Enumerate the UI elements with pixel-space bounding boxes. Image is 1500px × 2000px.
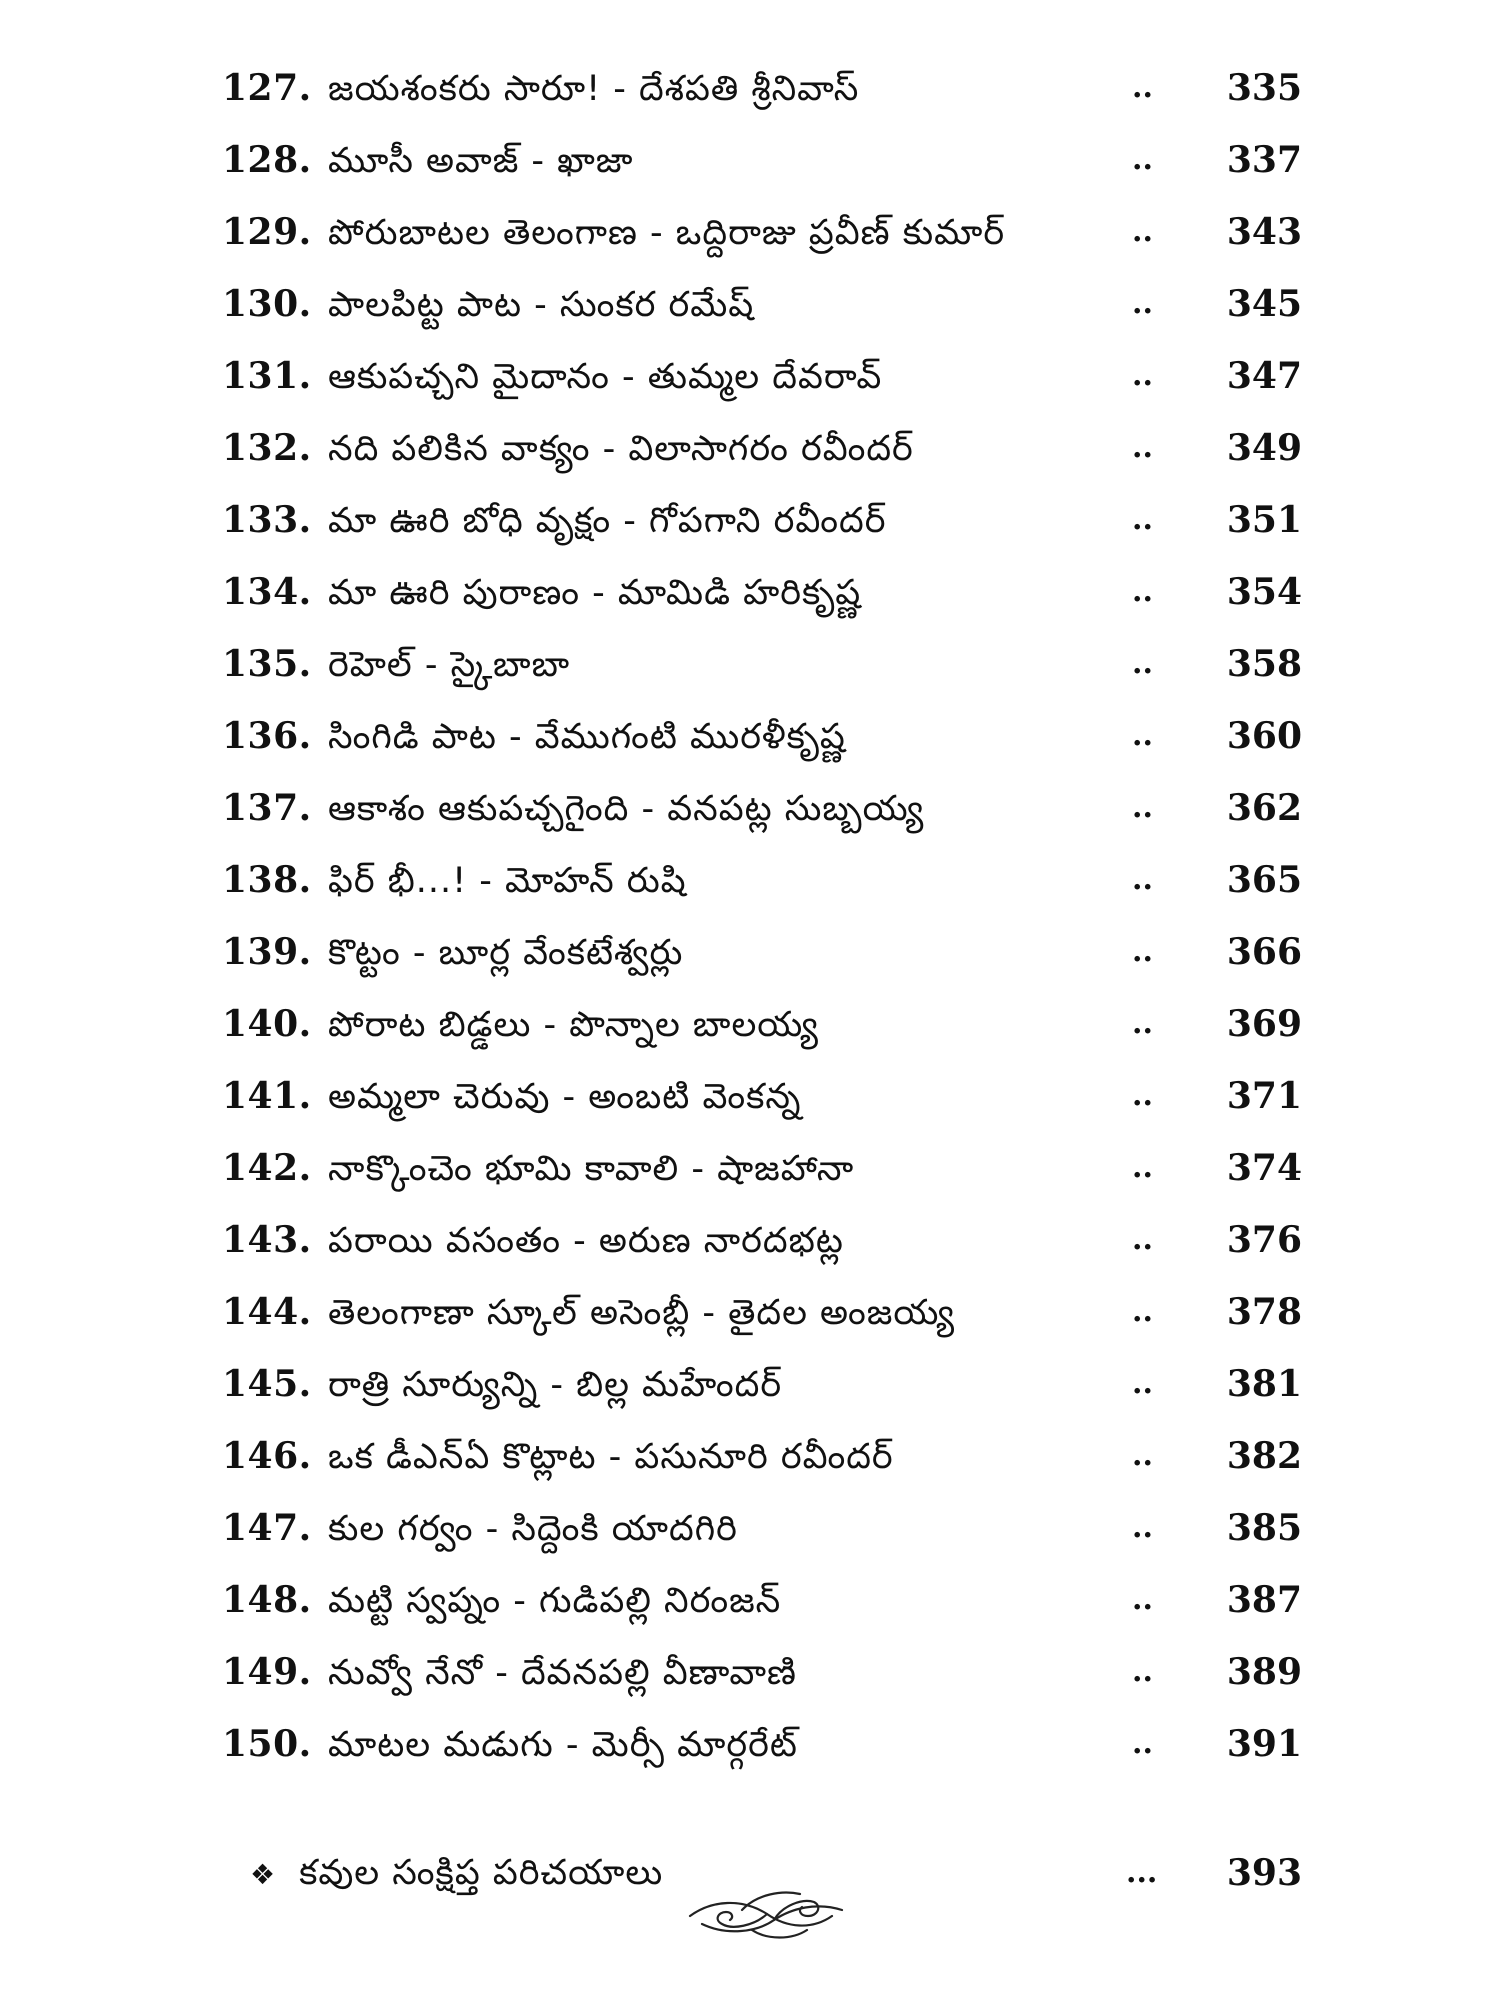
toc-entry[interactable] [222, 628, 1302, 700]
toc-entry-title: నది పలికిన వాక్యం - విలాసాగరం రవీందర్ [328, 429, 914, 469]
toc-entry-page: 347 [1226, 355, 1302, 397]
toc-entry[interactable] [222, 1564, 1302, 1636]
toc-list [222, 52, 1302, 1780]
toc-entry-title: మూసీ అవాజ్ - ఖాజా [328, 141, 634, 181]
toc-entry[interactable] [222, 700, 1302, 772]
toc-entry-title: సింగిడి పాట - వేముగంటి మురళీకృష్ణ [328, 717, 846, 757]
toc-entry-page: 391 [1226, 1723, 1302, 1765]
toc-entry-title: రెహెల్ - స్కైబాబా [328, 645, 571, 685]
toc-entry-number: 135. [222, 643, 312, 685]
toc-entry-leader: .. [1132, 214, 1153, 249]
toc-entry-title: మా ఊరి పురాణం - మామిడి హరికృష్ణ [328, 573, 862, 613]
toc-entry[interactable] [222, 1060, 1302, 1132]
toc-entry-title: పోరాట బిడ్డలు - పొన్నాల బాలయ్య [328, 1005, 819, 1045]
toc-entry-number: 138. [222, 859, 312, 901]
toc-entry-page: 393 [1226, 1852, 1302, 1894]
toc-entry-title: ఫిర్ భీ...! - మోహన్ రుషి [328, 861, 687, 901]
toc-entry-number: 139. [222, 931, 312, 973]
toc-entry-number: 146. [222, 1435, 312, 1477]
toc-entry[interactable] [222, 124, 1302, 196]
toc-entry-leader: .. [1132, 70, 1153, 105]
toc-entry-number: 129. [222, 211, 312, 253]
toc-entry-number: 128. [222, 139, 312, 181]
toc-entry-page: 385 [1226, 1507, 1302, 1549]
toc-entry-leader: ... [1126, 1855, 1158, 1890]
toc-entry-number: 148. [222, 1579, 312, 1621]
toc-entry-page: 349 [1226, 427, 1302, 469]
toc-entry-page: 366 [1226, 931, 1302, 973]
toc-entry-page: 365 [1226, 859, 1302, 901]
toc-entry[interactable] [222, 1132, 1302, 1204]
toc-entry[interactable] [222, 844, 1302, 916]
toc-entry-title: కొట్టం - బూర్ల వేంకటేశ్వర్లు [328, 933, 684, 973]
toc-entry-leader: .. [1132, 1150, 1153, 1185]
toc-entry-leader: .. [1132, 1294, 1153, 1329]
toc-entry-title: ఆకాశం ఆకుపచ్చగైంది - వనపట్ల సుబ్బయ్య [328, 789, 925, 829]
toc-entry-number: 145. [222, 1363, 312, 1405]
toc-entry[interactable] [222, 412, 1302, 484]
toc-entry-number: 134. [222, 571, 312, 613]
toc-entry[interactable] [222, 556, 1302, 628]
toc-entry-page: 374 [1226, 1147, 1302, 1189]
toc-entry-leader: .. [1132, 286, 1153, 321]
toc-entry-leader: .. [1132, 1222, 1153, 1257]
toc-entry-number: 127. [222, 67, 312, 109]
toc-entry-page: 389 [1226, 1651, 1302, 1693]
toc-entry-leader: .. [1132, 1726, 1153, 1761]
toc-entry[interactable] [222, 772, 1302, 844]
table-of-contents [222, 52, 1302, 1894]
toc-entry-leader: .. [1132, 1438, 1153, 1473]
toc-entry-leader: .. [1132, 1078, 1153, 1113]
toc-entry-number: 131. [222, 355, 312, 397]
toc-entry-title: ఆకుపచ్చని మైదానం - తుమ్మల దేవరావ్ [328, 357, 883, 397]
toc-entry-number: 137. [222, 787, 312, 829]
toc-entry[interactable] [222, 988, 1302, 1060]
toc-entry-leader: .. [1132, 1510, 1153, 1545]
toc-entry-leader: .. [1132, 502, 1153, 537]
toc-entry-title: మాటల మడుగు - మెర్సీ మార్గరేట్ [328, 1725, 798, 1765]
toc-entry-page: 369 [1226, 1003, 1302, 1045]
toc-entry-leader: .. [1132, 142, 1153, 177]
toc-entry-leader: .. [1132, 718, 1153, 753]
toc-entry-page: 337 [1226, 139, 1302, 181]
toc-entry[interactable] [222, 52, 1302, 124]
toc-entry-leader: .. [1132, 934, 1153, 969]
toc-entry[interactable] [222, 916, 1302, 988]
toc-entry[interactable] [222, 268, 1302, 340]
toc-entry-page: 345 [1226, 283, 1302, 325]
toc-entry-number: 143. [222, 1219, 312, 1261]
toc-entry-leader: .. [1132, 862, 1153, 897]
toc-entry[interactable] [222, 1276, 1302, 1348]
toc-entry-number: 132. [222, 427, 312, 469]
toc-entry-page: 381 [1226, 1363, 1302, 1405]
toc-entry-leader: .. [1132, 1006, 1153, 1041]
toc-entry-page: 378 [1226, 1291, 1302, 1333]
toc-entry-page: 362 [1226, 787, 1302, 829]
toc-entry-title: పాలపిట్ట పాట - సుంకర రమేష్ [328, 285, 755, 325]
flourish-ornament-icon [682, 1880, 852, 1950]
toc-entry[interactable] [222, 340, 1302, 412]
toc-entry-leader: .. [1132, 574, 1153, 609]
toc-entry-page: 354 [1226, 571, 1302, 613]
toc-entry-page: 376 [1226, 1219, 1302, 1261]
toc-entry[interactable] [222, 1204, 1302, 1276]
toc-entry-number: 144. [222, 1291, 312, 1333]
toc-entry-number: 141. [222, 1075, 312, 1117]
toc-entry-page: 371 [1226, 1075, 1302, 1117]
toc-entry-number: 149. [222, 1651, 312, 1693]
toc-entry-title: మా ఊరి బోధి వృక్షం - గోపగాని రవీందర్ [328, 501, 887, 541]
toc-entry-page: 387 [1226, 1579, 1302, 1621]
toc-entry[interactable] [222, 1420, 1302, 1492]
toc-entry-page: 382 [1226, 1435, 1302, 1477]
toc-entry-title: జయశంకరు సారూ! - దేశపతి శ్రీనివాస్ [328, 69, 860, 109]
toc-entry[interactable] [222, 196, 1302, 268]
diamond-bullet-icon: ❖ [250, 1858, 276, 1891]
toc-entry-page: 351 [1226, 499, 1302, 541]
toc-entry-title: కుల గర్వం - సిద్దెంకి యాదగిరి [328, 1509, 738, 1549]
toc-entry-page: 360 [1226, 715, 1302, 757]
toc-entry-title: ఒక డీఎన్ఏ కొట్లాట - పసునూరి రవీందర్ [328, 1437, 894, 1477]
toc-entry-title: రాత్రి సూర్యున్ని - బిల్ల మహేందర్ [328, 1365, 783, 1405]
toc-entry-title: పరాయి వసంతం - అరుణ నారదభట్ల [328, 1221, 844, 1261]
toc-entry-number: 136. [222, 715, 312, 757]
toc-entry-title: అమ్మలా చెరువు - అంబటి వెంకన్న [328, 1077, 802, 1117]
toc-entry-number: 133. [222, 499, 312, 541]
toc-entry-number: 147. [222, 1507, 312, 1549]
toc-entry-page: 358 [1226, 643, 1302, 685]
toc-entry[interactable] [222, 1492, 1302, 1564]
toc-entry-leader: .. [1132, 1366, 1153, 1401]
toc-entry-page: 343 [1226, 211, 1302, 253]
toc-entry-title: నాక్కొంచెం భూమి కావాలి - షాజహానా [328, 1149, 855, 1189]
toc-entry[interactable] [222, 1348, 1302, 1420]
toc-entry-leader: .. [1132, 358, 1153, 393]
toc-entry-number: 150. [222, 1723, 312, 1765]
toc-entry-page: 335 [1226, 67, 1302, 109]
toc-entry-number: 130. [222, 283, 312, 325]
toc-entry[interactable] [222, 1708, 1302, 1780]
toc-entry-leader: .. [1132, 790, 1153, 825]
toc-entry-leader: .. [1132, 1654, 1153, 1689]
toc-entry-leader: .. [1132, 430, 1153, 465]
toc-entry[interactable] [222, 484, 1302, 556]
toc-entry-number: 140. [222, 1003, 312, 1045]
toc-entry-leader: .. [1132, 646, 1153, 681]
toc-entry-title: పోరుబాటల తెలంగాణ - ఒద్దిరాజు ప్రవీణ్ కుమార్ [328, 213, 1006, 253]
toc-entry[interactable] [222, 1636, 1302, 1708]
toc-entry-title: కవుల సంక్షిప్త పరిచయాలు [299, 1853, 664, 1893]
toc-entry-title: మట్టి స్వప్నం - గుడిపల్లి నిరంజన్ [328, 1581, 782, 1621]
toc-entry-title: నువ్వో నేనో - దేవనపల్లి వీణావాణి [328, 1653, 797, 1693]
toc-entry-title: తెలంగాణా స్కూల్ అసెంబ్లీ - తైదల అంజయ్య [328, 1293, 955, 1333]
toc-entry-leader: .. [1132, 1582, 1153, 1617]
toc-entry-number: 142. [222, 1147, 312, 1189]
